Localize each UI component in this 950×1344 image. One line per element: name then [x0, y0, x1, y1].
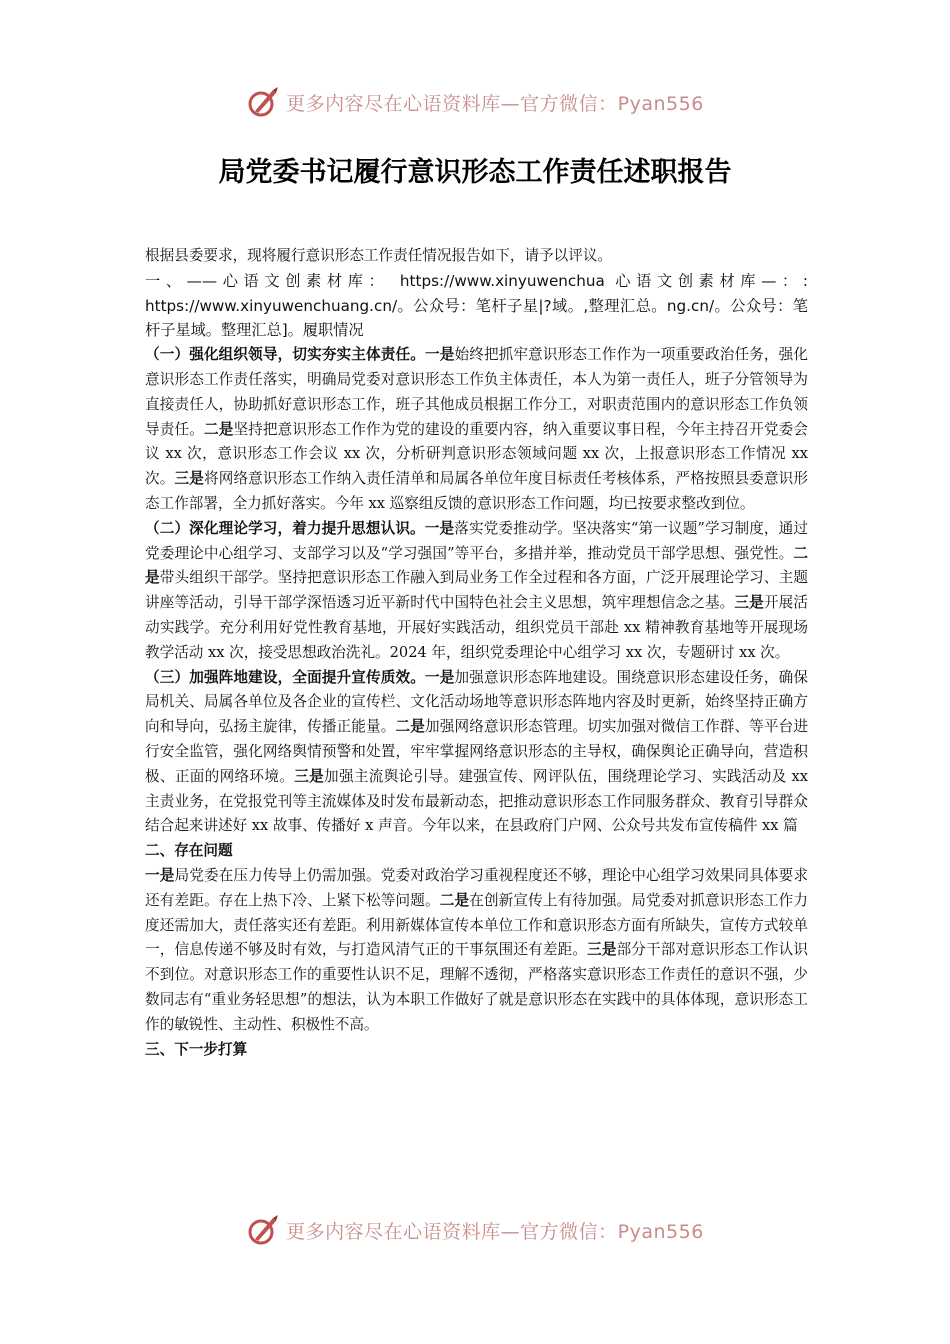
subsection-1-text-2: 坚持把意识形态工作作为党的建设的重要内容，纳入重要议事日程，今年主持召开党委会议 xx 次，意识形态工作会议 xx 次，分析研判意识形态领域问题 xx 次，上报意识形态工作情况 xx 次。 — [145, 420, 808, 488]
subsection-2-paragraph — [145, 517, 808, 666]
subsection-2-lead: （二）深化理论学习，着力提升思想认识。 — [145, 519, 425, 537]
subsection-2-text-1: 落实党委推动学。坚决落实“第一议题”学习制度，通过党委理论中心组学习、支部学习以及“学习强国”等平台，多措并举，推动党员干部学思想、强党性。 — [145, 519, 808, 562]
keyword-3: 三是 — [174, 470, 204, 488]
problems-text-1: 局党委在压力传导上仍需加强。党委对政治学习重视程度还不够，理论中心组学习效果同具体要求还有差距。存在上热下冷、上紧下松等问题。 — [145, 866, 808, 909]
keyword-1: 一是 — [424, 668, 455, 686]
keyword-1: 一是 — [424, 346, 455, 364]
subsection-3-text-2: 加强网络意识形态管理。切实加强对微信工作群、等平台进行安全监管，强化网络舆情预警和处置，牢牢掌握网络意识形态的主导权，确保舆论正确导向，营造积极、正面的网络环境。 — [145, 718, 808, 785]
keyword-1: 一是 — [424, 519, 455, 537]
quill-logo-icon — [246, 85, 280, 119]
keyword-2: 二是 — [439, 891, 470, 909]
problems-paragraph — [145, 864, 808, 1038]
header-banner — [0, 82, 950, 122]
subsection-3-paragraph — [145, 666, 808, 840]
subsection-1-text-3: 将网络意识形态工作纳入责任清单和局属各单位年度目标责任考核体系，严格按照县委意识形态工作部署，全力抓好落实。今年 xx 巡察组反馈的意识形态工作问题，均已按要求整改到位。 — [145, 470, 808, 512]
subsection-1-paragraph — [145, 343, 808, 517]
subsection-2-text-2: 带头组织干部学。坚持把意识形态工作融入到局业务工作全过程和各方面，广泛开展理论学习、主题讲座等活动，引导干部学深悟透习近平新时代中国特色社会主义思想，筑牢理想信念之基。 — [145, 569, 808, 612]
section-heading-3 — [145, 1038, 808, 1063]
document-body — [145, 244, 808, 1062]
problems-text-3: 部分干部对意识形态工作认识不到位。对意识形态工作的重要性认识不足，理解不透彻，严格落实意识形态工作责任的意识不强，少数同志有“重业务轻思想”的想法，认为本职工作做好了就是意识形态在实践中的具体体现，意识形态工作的敏锐性、主动性、积极性不高。 — [145, 941, 808, 1033]
subsection-1-text-1: 始终把抓牢意识形态工作作为一项重要政治任务，强化意识形态工作责任落实，明确局党委对意识形态工作负主体责任，本人为第一责任人，班子分管领导为直接责任人，协助抓好意识形态工作，班子其他成员根据工作分工，对职责范围内的意识形态工作负领导责任。 — [145, 346, 808, 438]
subsection-3-lead: （三）加强阵地建设，全面提升宣传质效。 — [145, 668, 425, 686]
keyword-2: 二是 — [395, 718, 425, 736]
keyword-3: 三是 — [734, 594, 764, 612]
subsection-2-text-3: 开展活动实践学。充分利用好党性教育基地，开展好实践活动，组织党员干部赴 xx 精神教育基地等开展现场教学活动 xx 次，接受思想政治洗礼。2024 年，组织党委理论中心组学习 xx 次，专题研讨 xx 次。 — [145, 594, 808, 661]
subsection-3-text-1: 加强意识形态阵地建设。围绕意识形态建设任务，确保局机关、局属各单位及各企业的宣传栏、文化活动场地等意识形态阵地内容及时更新，始终坚持正确方向和导向，弘扬主旋律，传播正能量。 — [145, 668, 808, 736]
keyword-3: 三是 — [587, 941, 617, 959]
section-heading-2 — [145, 839, 808, 864]
page-title: 局党委书记履行意识形态工作责任述职报告 — [218, 157, 732, 188]
keyword-1: 一是 — [145, 866, 175, 884]
intro-paragraph: 根据县委要求，现将履行意识形态工作责任情况报告如下，请予以评议。 — [145, 247, 613, 264]
banner-text: 更多内容尽在心语资料库—官方微信：Pyan556 — [286, 1220, 704, 1243]
subsection-1-lead: （一）强化组织领导，切实夯实主体责任。 — [145, 346, 425, 364]
banner-text: 更多内容尽在心语资料库—官方微信：Pyan556 — [286, 92, 704, 115]
footer-banner — [0, 1210, 950, 1250]
section-heading-1: 一、——心语文创素材库： https://www.xinyuwenchua 心语文创素材库—：: https://www.xinyuwenchuang.cn/。公众号：笔杆子星|?域。,整理汇总。ng.cn/。公众号：笔杆子星域。整理汇总]。履职情况 — [145, 271, 808, 340]
section-heading-2-text: 二、存在问题 — [145, 842, 233, 860]
subsection-3-text-3: 加强主流舆论引导。建强宣传、网评队伍，围绕理论学习、实践活动及 xx 主责业务，在党报党刊等主流媒体及时发布最新动态，把推动意识形态工作同服务群众、教育引导群众结合起来讲述好 xx 故事、传播好 x 声音。今年以来，在县政府门户网、公众号共发布宣传稿件 xx 篇 — [145, 767, 808, 835]
keyword-3: 三是 — [294, 767, 325, 785]
quill-logo-icon — [246, 1213, 280, 1247]
section-heading-3-text: 三、下一步打算 — [145, 1040, 248, 1058]
problems-text-2: 在创新宣传上有待加强。局党委对抓意识形态工作力度还需加大，责任落实还有差距。利用新媒体宣传本单位工作和意识形态方面有所缺失，宣传方式较单一，信息传递不够及时有效，与打造风清气正的干事氛围还有差距。 — [145, 891, 808, 959]
keyword-2: 二是 — [145, 544, 808, 587]
keyword-2: 二是 — [203, 420, 234, 438]
